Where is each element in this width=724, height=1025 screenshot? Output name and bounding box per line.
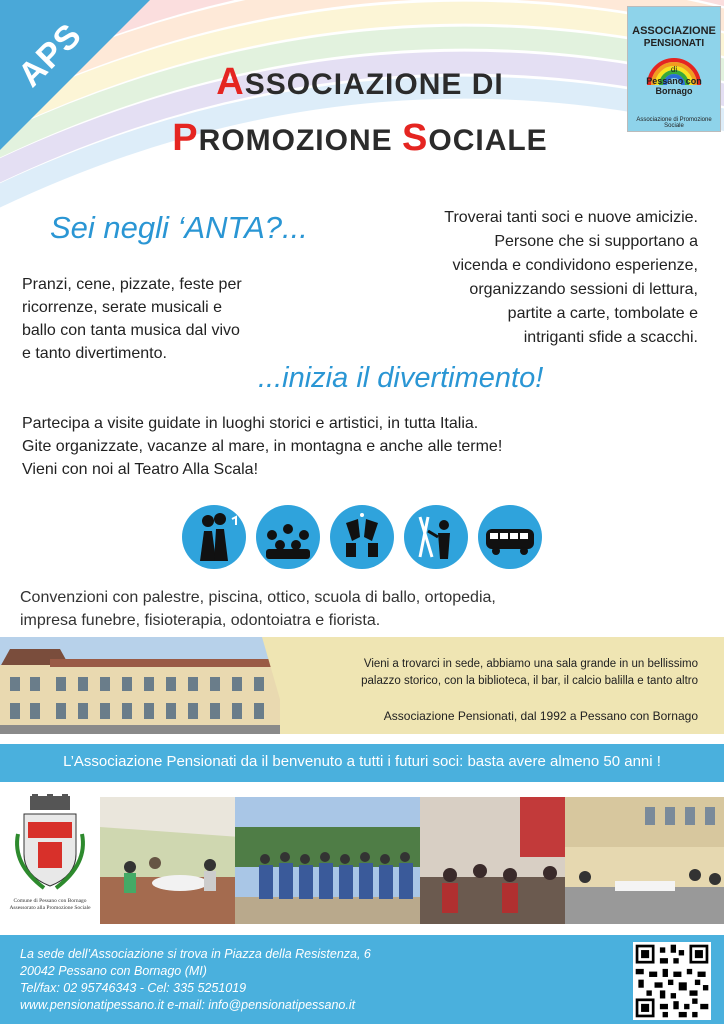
dinner-group-icon xyxy=(256,505,320,569)
intro-right-line: intriganti sfide a scacchi. xyxy=(523,329,698,346)
coat-of-arms xyxy=(4,794,96,924)
conventions-text xyxy=(20,586,710,632)
fun-text xyxy=(22,412,712,481)
intro-right-line: Persone che si supportano a xyxy=(494,233,698,250)
visit-box-edge xyxy=(262,637,302,734)
fun-line: Partecipa a visite guidate in luoghi storici e artistici, in tutta Italia. xyxy=(22,415,479,432)
association-logo xyxy=(627,6,721,132)
intro-left-line: e tanto divertimento. xyxy=(22,345,167,362)
visit-since: Associazione Pensionati, dal 1992 a Pessano con Bornago xyxy=(383,709,698,723)
title-initial-s: S xyxy=(402,117,429,159)
title-line2-rest: OCIALE xyxy=(428,124,548,157)
logo-line1: ASSOCIAZIONE xyxy=(632,25,716,37)
footer-web-email[interactable]: www.pensionatipessano.it e-mail: info@pensionatipessano.it xyxy=(20,998,356,1012)
intro-right-line: partite a carte, tombolate e xyxy=(507,305,698,322)
visit-line: Vieni a trovarci in sede, abbiamo una sala grande in un bellissimo xyxy=(363,658,698,670)
fun-heading: ...inizia il divertimento! xyxy=(258,362,544,394)
conventions-line: impresa funebre, fisioterapia, odontoiatra e fiorista. xyxy=(20,612,381,629)
conventions-line: Convenzioni con palestre, piscina, ottico, scuola di ballo, ortopedia, xyxy=(20,589,496,606)
bus-trip-icon xyxy=(478,505,542,569)
title-initial-a: A xyxy=(216,61,245,103)
coat-line2: Assessorato alla Promozione Sociale xyxy=(9,905,91,911)
intro-heading: Sei negli ‘ANTA?... xyxy=(50,210,308,245)
title-line2-mid: ROMOZIONE xyxy=(198,124,402,157)
footer-contact xyxy=(20,946,620,1014)
toast-icon xyxy=(330,505,394,569)
intro-right-line: vicenda e condividono esperienze, xyxy=(452,257,698,274)
intro-right-line: organizzando sessioni di lettura, xyxy=(469,281,698,298)
footer-phone[interactable]: Tel/fax: 02 95746343 - Cel: 335 5251019 xyxy=(20,981,247,995)
fun-line: Gite organizzate, vacanze al mare, in montagna e anche alle terme! xyxy=(22,438,503,455)
logo-line3: di xyxy=(670,65,678,74)
photo-outdoor-lunch xyxy=(100,797,240,924)
footer-city: 20042 Pessano con Bornago (MI) xyxy=(20,964,207,978)
coat-of-arms-icon xyxy=(4,794,96,896)
photo-group-trip xyxy=(235,797,440,924)
aps-label: APS xyxy=(10,15,90,95)
logo-line5: Associazione di Promozione Sociale xyxy=(636,117,712,129)
intro-left-text xyxy=(22,273,362,365)
title-line1-rest: SSOCIAZIONE DI xyxy=(244,68,504,101)
photo-courtyard-event xyxy=(565,797,724,924)
qr-code-icon xyxy=(633,942,711,1020)
intro-right-line: Troverai tanti soci e nuove amicizie. xyxy=(444,209,698,226)
welcome-text: L’Associazione Pensionati da il benvenuto a tutti i futuri soci: basta avere almeno 50 anni ! xyxy=(63,753,661,770)
coat-line1: Comune di Pessano con Bornago xyxy=(13,898,87,904)
visit-text xyxy=(300,656,698,690)
logo-line2: PENSIONATI xyxy=(643,38,705,49)
intro-right-text xyxy=(380,206,698,350)
intro-left-line: ricorrenze, serate musicali e xyxy=(22,299,223,316)
title-initial-p: P xyxy=(172,117,199,159)
art-painting-icon xyxy=(404,505,468,569)
building-photo xyxy=(0,637,290,734)
footer-address: La sede dell’Associazione si trova in Piazza della Resistenza, 6 xyxy=(20,947,371,961)
intro-left-line: ballo con tanta musica dal vivo xyxy=(22,322,240,339)
page-title xyxy=(120,58,600,170)
qr-code[interactable] xyxy=(633,942,711,1020)
activity-icons-row xyxy=(182,505,542,571)
intro-left-line: Pranzi, cene, pizzate, feste per xyxy=(22,276,242,293)
visit-line: palazzo storico, con la biblioteca, il bar, il calcio balilla e tanto altro xyxy=(361,675,698,687)
fun-line: Vieni con noi al Teatro Alla Scala! xyxy=(22,461,259,478)
dance-icon xyxy=(182,505,246,569)
logo-line4: Pessano con Bornago xyxy=(646,76,702,96)
